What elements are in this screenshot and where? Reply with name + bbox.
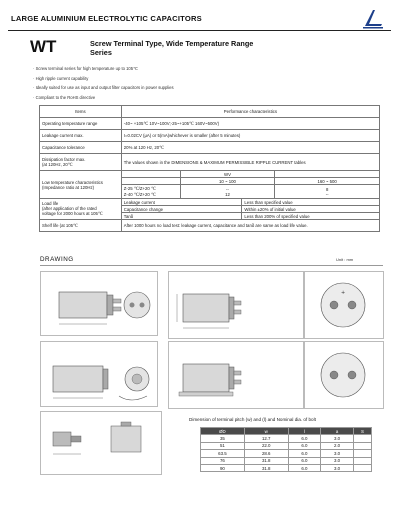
catalog-header-title: LARGE ALUMINIUM ELECTROLYTIC CAPACITORS [11, 14, 202, 23]
dimension-header-cell: l [288, 428, 321, 435]
low-temp-value: 8 [325, 186, 329, 192]
spec-label-dissipation-line-1: Dissipation factor max. [42, 156, 86, 162]
capacitor-side-view-drawing [41, 272, 157, 335]
specification-table [39, 105, 380, 232]
dimension-cell: 28.6 [244, 450, 288, 457]
table-row [201, 464, 372, 471]
spec-label-low-temp-line-1: Low temperature characteristics [42, 179, 103, 185]
svg-text:+: + [341, 290, 346, 296]
drawing-panel-end-view [304, 271, 384, 339]
spec-label-load-life-line-3: voltage for 2000 hours at 105℃ [42, 211, 103, 216]
load-life-value: Within ±20% of initial value [242, 206, 380, 213]
dimension-header-cell: ØD [201, 428, 245, 435]
dimension-cell: 3.0 [321, 435, 354, 442]
series-code: WT [30, 37, 57, 56]
dimension-cell: 6.0 [288, 464, 321, 471]
table-row [201, 442, 372, 449]
low-temp-empty-cell [121, 171, 180, 178]
drawing-panel-bracket [40, 341, 158, 407]
dimension-cell: 6.0 [288, 435, 321, 442]
dimension-cell: 63.5 [201, 450, 245, 457]
low-temp-empty-cell [275, 171, 380, 178]
table-row [201, 457, 372, 464]
dimension-cell [353, 442, 371, 449]
dimension-cell: 3.0 [321, 457, 354, 464]
spec-label-shelf-life: Shelf life (at 105℃ [40, 220, 122, 232]
spec-label-dissipation-line-2: (at 120Hz, 20℃ [42, 161, 73, 167]
feature-list [33, 64, 174, 102]
low-temp-condition-1: Z-25 ℃/Z+20 ℃ [123, 185, 156, 191]
dimension-cell: 6.0 [288, 442, 321, 449]
load-life-item: Leakage current [121, 199, 242, 206]
dimension-cell: 3.0 [321, 450, 354, 457]
dimension-cell [353, 464, 371, 471]
load-life-item: Tanδ [121, 213, 242, 220]
low-temp-condition-2: Z-40 ℃/Z+20 ℃ [123, 191, 156, 197]
spec-label-dissipation [40, 154, 122, 171]
low-temp-value: -- [226, 186, 229, 192]
low-temp-values-range-2 [275, 185, 380, 199]
load-life-value: Less than 200% of specified value [242, 213, 380, 220]
low-temp-range-2: 160 ~ 500 [275, 178, 380, 185]
series-subtitle [90, 39, 253, 57]
low-temp-range-1: 10 ~ 100 [180, 178, 275, 185]
dimension-cell: 6.0 [288, 457, 321, 464]
capacitor-end-view-drawing [305, 272, 383, 338]
table-row [201, 435, 372, 442]
capacitor-end-view-2-drawing [305, 342, 383, 408]
drawing-section-title: DRAWING [40, 256, 74, 263]
terminal-section-drawing [41, 412, 161, 474]
header-divider [8, 30, 391, 31]
dimension-cell [353, 450, 371, 457]
dimension-cell: 35 [201, 435, 245, 442]
dimension-table [200, 427, 372, 472]
dimension-header-cell: S [353, 428, 371, 435]
low-temp-value: -- [325, 191, 329, 197]
table-row [201, 450, 372, 457]
capacitor-bracket-drawing [41, 342, 157, 406]
spec-head-performance: Performance characteristics [121, 106, 379, 118]
dimension-cell [353, 457, 371, 464]
capacitor-mounting-drawing [169, 342, 303, 408]
feature-item: · Compliant to the RoHS directive [33, 93, 174, 103]
drawing-panel-end-view-2 [304, 341, 384, 409]
spec-value-tolerance: 20% at 120 Hz, 20℃ [121, 142, 379, 154]
low-temp-values-range-1 [180, 185, 275, 199]
low-temp-wv-label: WV [180, 171, 275, 178]
dimension-cell [353, 435, 371, 442]
drawing-panel-terminal-detail [168, 271, 304, 339]
spec-label-load-life-line-2: (after application of the rated [42, 206, 97, 211]
spec-label-low-temp-line-2: (Impedance ratio at 120Hz) [42, 184, 95, 190]
spec-label-low-temp [40, 171, 122, 199]
feature-item: · Screw terminal series for high temperature up to 105℃ [33, 64, 174, 74]
drawing-panel-mounting [168, 341, 304, 409]
dimension-cell: 3.0 [321, 464, 354, 471]
low-temp-conditions [121, 185, 180, 199]
drawing-divider [40, 265, 383, 266]
feature-item: · Ideally suited for use as input and output filter capacitors in power supplies [33, 83, 174, 93]
dimension-cell: 22.0 [244, 442, 288, 449]
load-life-item: Capacitance change [121, 206, 242, 213]
spec-value-shelf-life: After 1000 hours no load test: leakage current, capacitance and tanδ are same as load life value. [121, 220, 379, 232]
spec-label-tolerance: Capacitance tolerance [40, 142, 122, 154]
feature-item: · High ripple current capability [33, 74, 174, 84]
spec-label-load-life [40, 199, 122, 220]
company-logo-icon [360, 8, 386, 30]
dimension-table-header [201, 428, 372, 435]
dimension-cell: 31.8 [244, 457, 288, 464]
spec-value-leakage: I=0.02CV (μA) or 5(mA)whichever is smaller (after 5 minutes) [121, 130, 379, 142]
drawing-panel-terminal-section [40, 411, 162, 475]
low-temp-empty-cell [121, 178, 180, 185]
dimension-cell: 90 [201, 464, 245, 471]
spec-label-load-life-line-1: Load life [42, 201, 59, 206]
drawing-unit-note: Unit : mm [336, 257, 354, 262]
drawing-panel-standard [40, 271, 158, 336]
load-life-value: Less than specified value [242, 199, 380, 206]
dimension-cell: 76 [201, 457, 245, 464]
spec-label-leakage: Leakage current max. [40, 130, 122, 142]
spec-value-dissipation: The values shown in the DIMENSIONS & MAXIMUM PERMISSIBLE RIPPLE CURRENT tables [121, 154, 379, 171]
capacitor-terminal-drawing [169, 272, 303, 338]
series-subtitle-line-2: Series [90, 48, 112, 57]
low-temp-value: 12 [225, 191, 230, 197]
spec-label-operating-temp: Operating temperature range [40, 118, 122, 130]
dimension-cell: 6.0 [288, 450, 321, 457]
dimension-cell: 2.0 [321, 442, 354, 449]
dimension-table-title: Dimension of terminal pitch (w) and (l) and Nominal dia. of bolt [189, 417, 316, 422]
dimension-header-cell: a [321, 428, 354, 435]
dimension-header-cell: w [244, 428, 288, 435]
series-subtitle-line-1: Screw Terminal Type, Wide Temperature Range [90, 39, 254, 48]
spec-head-items: Items [40, 106, 122, 118]
dimension-cell: 31.8 [244, 464, 288, 471]
dimension-cell: 51 [201, 442, 245, 449]
dimension-cell: 12.7 [244, 435, 288, 442]
spec-value-operating-temp: -40~ +105℃ 10V~100V;-25~+105℃ 160V~500V) [121, 118, 379, 130]
